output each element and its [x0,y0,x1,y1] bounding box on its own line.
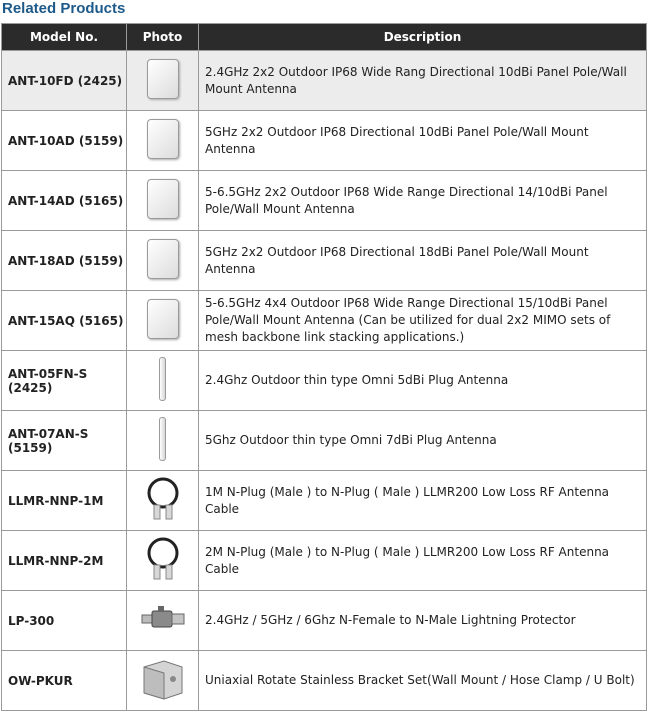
panel-antenna-icon [147,299,179,339]
table-row [2,231,647,291]
model-cell: ANT-15AQ (5165) [2,291,127,351]
table-row [2,471,647,531]
table-row [2,531,647,591]
photo-cell [127,351,199,411]
description-cell: 2.4GHz 2x2 Outdoor IP68 Wide Rang Directional 10dBi Panel Pole/Wall Mount Antenna [199,51,647,111]
cable-icon [141,475,185,523]
model-cell: ANT-05FN-S (2425) [2,351,127,411]
description-cell: 5-6.5GHz 2x2 Outdoor IP68 Wide Range Directional 14/10dBi Panel Pole/Wall Mount Antenna [199,171,647,231]
description-cell: 5GHz 2x2 Outdoor IP68 Directional 10dBi Panel Pole/Wall Mount Antenna [199,111,647,171]
photo-cell [127,591,199,651]
table-header-row [2,24,647,51]
photo-cell [127,531,199,591]
photo-cell [127,471,199,531]
table-row [2,351,647,411]
photo-cell [127,111,199,171]
description-cell: 5GHz 2x2 Outdoor IP68 Directional 18dBi Panel Pole/Wall Mount Antenna [199,231,647,291]
description-cell: 5-6.5GHz 4x4 Outdoor IP68 Wide Range Directional 15/10dBi Panel Pole/Wall Mount Antenna (Can be utilized for dual 2x2 MIMO sets of mesh backbone link stacking applications.) [199,291,647,351]
header-model: Model No. [2,24,127,51]
panel-antenna-icon [147,119,179,159]
photo-cell [127,291,199,351]
model-cell: LLMR-NNP-2M [2,531,127,591]
model-cell: LLMR-NNP-1M [2,471,127,531]
description-cell: Uniaxial Rotate Stainless Bracket Set(Wall Mount / Hose Clamp / U Bolt) [199,651,647,711]
model-cell: ANT-07AN-S (5159) [2,411,127,471]
model-cell: ANT-10FD (2425) [2,51,127,111]
description-cell: 2.4GHz / 5GHz / 6Ghz N-Female to N-Male Lightning Protector [199,591,647,651]
panel-antenna-icon [147,239,179,279]
model-cell: OW-PKUR [2,651,127,711]
photo-cell [127,51,199,111]
panel-antenna-icon [147,59,179,99]
description-cell: 2.4Ghz Outdoor thin type Omni 5dBi Plug Antenna [199,351,647,411]
photo-cell [127,651,199,711]
photo-cell [127,231,199,291]
bracket-icon [140,657,186,701]
header-description: Description [199,24,647,51]
photo-cell [127,171,199,231]
table-row [2,591,647,651]
photo-cell [127,411,199,471]
related-products-table [1,23,647,711]
panel-antenna-icon [147,179,179,219]
table-row [2,411,647,471]
model-cell: ANT-14AD (5165) [2,171,127,231]
table-row [2,171,647,231]
table-row [2,651,647,711]
description-cell: 2M N-Plug (Male ) to N-Plug ( Male ) LLMR200 Low Loss RF Antenna Cable [199,531,647,591]
table-row [2,111,647,171]
lightning-protector-icon [140,604,186,634]
header-photo: Photo [127,24,199,51]
description-cell: 1M N-Plug (Male ) to N-Plug ( Male ) LLMR200 Low Loss RF Antenna Cable [199,471,647,531]
omni-antenna-icon [159,417,166,461]
model-cell: ANT-18AD (5159) [2,231,127,291]
description-cell: 5Ghz Outdoor thin type Omni 7dBi Plug Antenna [199,411,647,471]
table-row [2,291,647,351]
table-row [2,51,647,111]
model-cell: ANT-10AD (5159) [2,111,127,171]
omni-antenna-icon [159,357,166,401]
model-cell: LP-300 [2,591,127,651]
cable-icon [141,535,185,583]
section-title: Related Products [2,0,126,17]
